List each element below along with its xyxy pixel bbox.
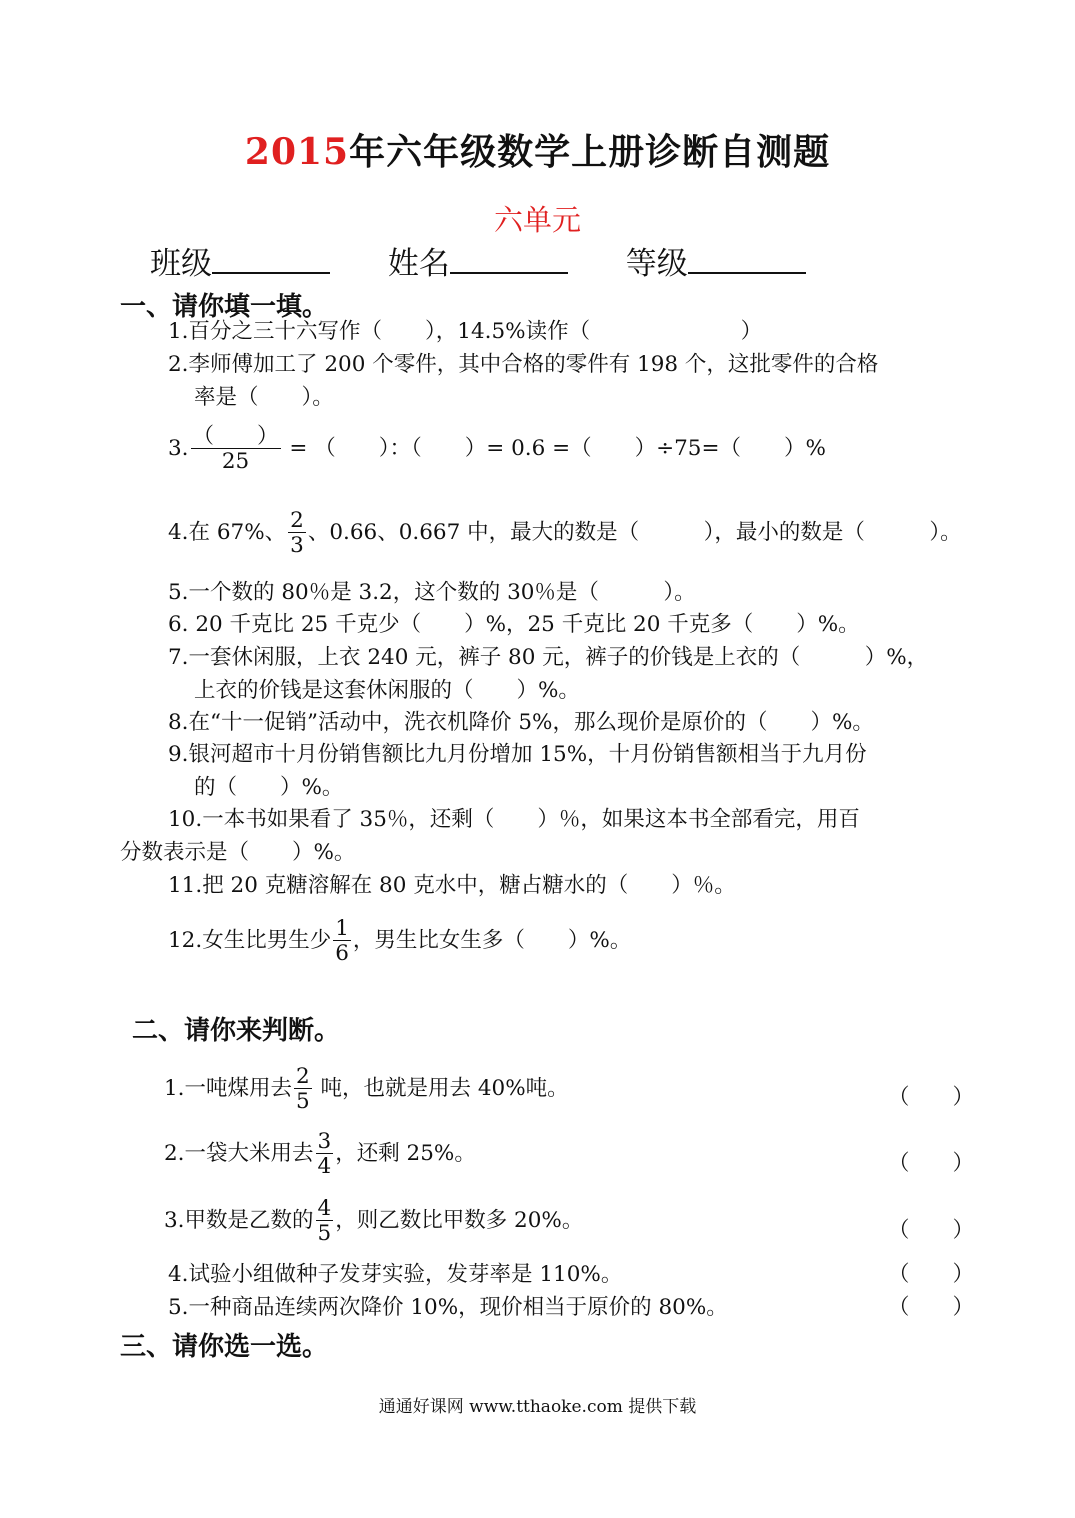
q4-prefix: 4.在 67%、: [168, 520, 287, 545]
title-year: 2015: [244, 131, 350, 173]
q4-rest: 、0.66、0.667 中，最大的数是（ ），最小的数是（ ）。: [307, 520, 962, 545]
question-5: 5.一个数的 80％是 3.2，这个数的 30％是（ ）。: [168, 580, 696, 605]
j3-prefix: 3.甲数是乙数的: [164, 1208, 314, 1233]
q4-numerator: 2: [290, 508, 304, 533]
j2-prefix: 2.一袋大米用去: [164, 1141, 314, 1166]
section3-heading: 三、请你选一选。: [120, 1332, 329, 1362]
question-9-line1: 9.银河超市十月份销售额比九月份增加 15%，十月份销售额相当于九月份: [168, 742, 867, 767]
name-blank[interactable]: [450, 244, 568, 274]
question-12: [168, 918, 631, 964]
j1-rest: 吨，也就是用去 40%吨。: [313, 1076, 569, 1101]
question-6: 6. 20 千克比 25 千克少（ ）%，25 千克比 20 千克多（ ）%。: [168, 612, 860, 637]
question-4: [168, 510, 962, 556]
j3-numerator: 4: [317, 1196, 332, 1221]
question-9-line2: 的（ ）%。: [194, 775, 344, 800]
j1-numerator: 2: [296, 1064, 310, 1089]
q3-prefix: 3.: [168, 436, 189, 461]
q4-denominator: 3: [290, 532, 304, 558]
j2-numerator: 3: [317, 1129, 332, 1154]
question-2-line2: 率是（ ）。: [194, 385, 334, 410]
name-label: 姓名: [387, 246, 450, 282]
q3-numerator: （ ）: [192, 424, 279, 449]
question-11: 11.把 20 克糖溶解在 80 克水中，糖占糖水的（ ）％。: [168, 873, 736, 898]
unit-subtitle: 六单元: [493, 203, 581, 237]
question-1: 1.百分之三十六写作（ ），14.5%读作（ ）: [168, 319, 763, 344]
grade-blank[interactable]: [688, 244, 806, 274]
section2-heading: 二、请你来判断。: [132, 1016, 341, 1046]
q3-denominator: 25: [191, 448, 281, 473]
question-7-line1: 7.一套休闲服，上衣 240 元，裤子 80 元，裤子的价钱是上衣的（ ）%，: [168, 645, 929, 670]
q12-rest: ，男生比女生多（ ）%。: [352, 928, 632, 953]
j2-denominator: 4: [317, 1153, 332, 1179]
q3-fraction: [191, 426, 281, 472]
page-title: [0, 124, 1075, 175]
judge-2-answer-box[interactable]: （ ）: [888, 1151, 975, 1176]
student-info-fields: [150, 238, 854, 283]
question-2-line1: 2.李师傅加工了 200 个零件，其中合格的零件有 198 个，这批零件的合格: [168, 352, 879, 377]
question-10-line2: 分数表示是（ ）%。: [120, 840, 356, 865]
j3-fraction: [316, 1198, 334, 1244]
j2-rest: ，还剩 25%。: [335, 1141, 476, 1166]
judge-1-answer-box[interactable]: （ ）: [888, 1085, 975, 1110]
q12-numerator: 1: [335, 916, 349, 941]
q4-fraction: [288, 510, 306, 556]
judge-5: 5.一种商品连续两次降价 10%，现价相当于原价的 80%。: [168, 1295, 728, 1320]
judge-3: [164, 1198, 583, 1244]
judge-1: [164, 1066, 569, 1112]
class-blank[interactable]: [212, 244, 330, 274]
j1-denominator: 5: [296, 1088, 310, 1114]
grade-label: 等级: [625, 246, 688, 282]
j3-rest: ，则乙数比甲数多 20%。: [335, 1208, 584, 1233]
j1-prefix: 1.一吨煤用去: [164, 1076, 293, 1101]
j3-denominator: 5: [317, 1220, 332, 1246]
judge-5-answer-box[interactable]: （ ）: [888, 1295, 975, 1320]
section1-heading: 一、请你填一填。: [120, 292, 329, 322]
judge-2: [164, 1131, 476, 1177]
question-8: 8.在“十一促销”活动中，洗衣机降价 5%，那么现价是原价的（ ）%。: [168, 710, 874, 735]
q12-prefix: 12.女生比男生少: [168, 928, 332, 953]
footer-credit: 通通好课网 www.tthaoke.com 提供下载: [378, 1397, 697, 1417]
judge-3-answer-box[interactable]: （ ）: [888, 1218, 975, 1243]
q12-fraction: [333, 918, 351, 964]
question-10-line1: 10.一本书如果看了 35％，还剩（ ）％，如果这本书全部看完，用百: [168, 807, 860, 832]
j1-fraction: [294, 1066, 312, 1112]
q3-rest: = （ ）：（ ）= 0.6 =（ ）÷75=（ ）%: [282, 436, 826, 461]
class-label: 班级: [150, 246, 212, 282]
j2-fraction: [316, 1131, 334, 1177]
title-text: 年六年级数学上册诊断自测题: [349, 131, 831, 173]
question-3: [168, 426, 826, 472]
question-7-line2: 上衣的价钱是这套休闲服的（ ）%。: [194, 678, 580, 703]
judge-4: 4.试验小组做种子发芽实验，发芽率是 110%。: [168, 1262, 623, 1287]
q12-denominator: 6: [335, 940, 349, 966]
judge-4-answer-box[interactable]: （ ）: [888, 1262, 975, 1287]
